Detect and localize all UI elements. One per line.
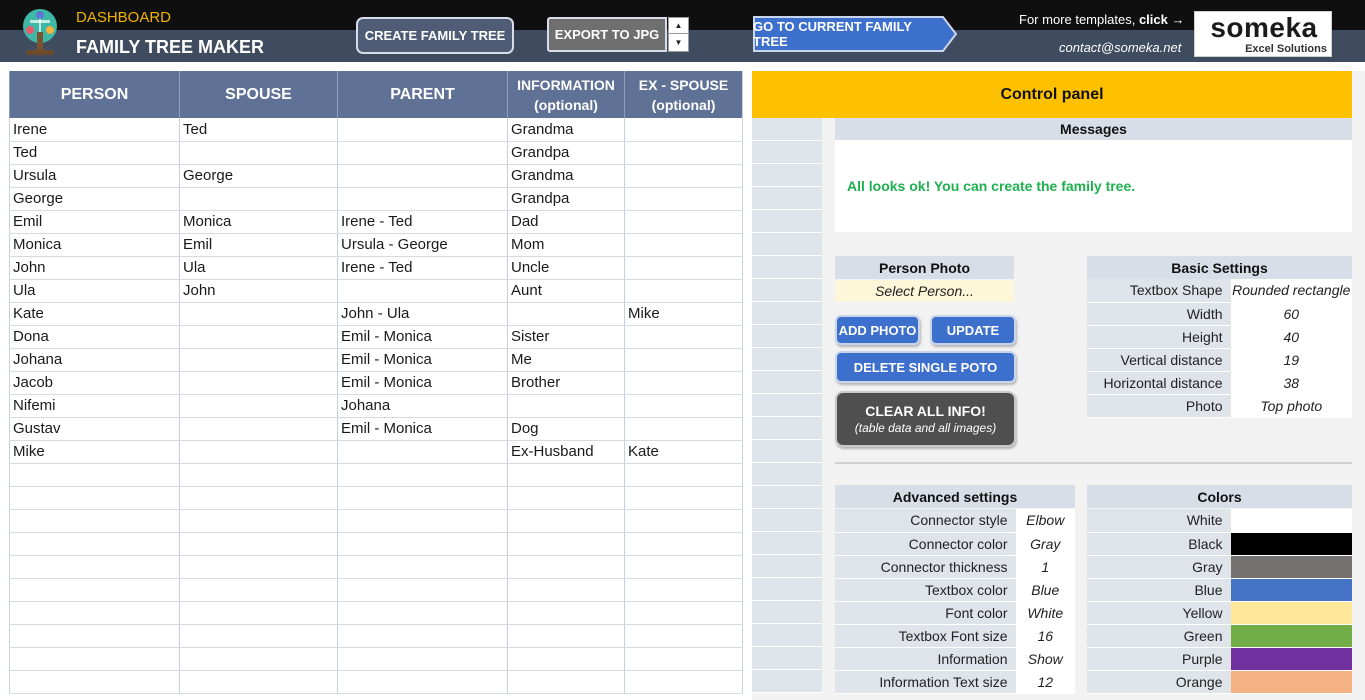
panel-row-guide (752, 440, 822, 463)
add-photo-button[interactable]: ADD PHOTO (835, 315, 920, 345)
table-row (10, 463, 743, 486)
setting-label: Connector thickness (835, 555, 1015, 578)
cell-ex-spouse[interactable] (625, 279, 743, 302)
cell-spouse[interactable]: Emil (180, 233, 338, 256)
cell-information[interactable] (508, 532, 625, 555)
cell-information[interactable]: Mom (508, 233, 625, 256)
cell-parent[interactable]: Emil - Monica (338, 371, 508, 394)
cell-spouse[interactable]: Monica (180, 210, 338, 233)
cell-parent[interactable] (338, 279, 508, 302)
cell-person[interactable]: Johana (10, 348, 180, 371)
table-header-row (10, 71, 743, 118)
cell-information[interactable]: Grandma (508, 164, 625, 187)
cell-information[interactable] (508, 624, 625, 647)
setting-row (1087, 302, 1352, 325)
cell-parent[interactable] (338, 509, 508, 532)
delete-single-photo-button[interactable]: DELETE SINGLE POTO (835, 351, 1016, 383)
panel-row-guide (752, 578, 822, 601)
cell-parent[interactable] (338, 578, 508, 601)
col-parent (338, 71, 508, 118)
table-row (10, 509, 743, 532)
setting-value[interactable]: 40 (1230, 325, 1352, 348)
setting-value[interactable]: Gray (1015, 532, 1075, 555)
cell-person[interactable] (10, 601, 180, 624)
setting-row (1087, 532, 1352, 555)
panel-row-guide (752, 394, 822, 417)
setting-label: Green (1087, 624, 1230, 647)
setting-value[interactable]: 12 (1015, 670, 1075, 693)
advanced-settings-header: Advanced settings (835, 485, 1075, 508)
color-swatch[interactable] (1230, 647, 1352, 670)
cell-person[interactable]: Ula (10, 279, 180, 302)
table-row (10, 256, 743, 279)
table-row (10, 486, 743, 509)
setting-row (1087, 348, 1352, 371)
cell-parent[interactable]: Johana (338, 394, 508, 417)
cell-ex-spouse[interactable] (625, 371, 743, 394)
cell-parent[interactable] (338, 486, 508, 509)
table-row (10, 394, 743, 417)
col-spouse (180, 71, 338, 118)
setting-label: Textbox Font size (835, 624, 1015, 647)
table-row (10, 440, 743, 463)
setting-row (835, 555, 1075, 578)
update-button[interactable]: UPDATE (930, 315, 1016, 345)
col-person-label: PERSON (60, 85, 129, 103)
cell-spouse[interactable] (180, 348, 338, 371)
panel-row-guide (752, 141, 822, 164)
cell-person[interactable]: Dona (10, 325, 180, 348)
setting-label: Purple (1087, 647, 1230, 670)
setting-label: Orange (1087, 670, 1230, 693)
cell-parent[interactable] (338, 555, 508, 578)
clear-all-label: CLEAR ALL INFO! (865, 403, 986, 419)
cell-parent[interactable]: John - Ula (338, 302, 508, 325)
setting-value[interactable]: 16 (1015, 624, 1075, 647)
cell-person[interactable]: Gustav (10, 417, 180, 440)
clear-all-sublabel: (table data and all images) (854, 421, 997, 435)
cell-parent[interactable] (338, 670, 508, 693)
table-row (10, 302, 743, 325)
col-parent-label: PARENT (390, 85, 455, 103)
control-panel-title: Control panel (752, 71, 1352, 118)
panel-row-guide (752, 463, 822, 486)
cell-ex-spouse[interactable] (625, 601, 743, 624)
color-swatch[interactable] (1230, 601, 1352, 624)
setting-label: Yellow (1087, 601, 1230, 624)
cell-spouse[interactable] (180, 325, 338, 348)
table-row (10, 233, 743, 256)
cell-person[interactable] (10, 624, 180, 647)
panel-row-guide (752, 555, 822, 578)
cell-spouse[interactable] (180, 394, 338, 417)
cell-information[interactable] (508, 394, 625, 417)
setting-row (1087, 555, 1352, 578)
cell-parent[interactable] (338, 187, 508, 210)
setting-label: Horizontal distance (1087, 371, 1230, 394)
cell-ex-spouse[interactable]: Kate (625, 440, 743, 463)
cell-spouse[interactable] (180, 670, 338, 693)
setting-row (1087, 279, 1352, 302)
family-data-table (9, 71, 743, 694)
setting-label: Font color (835, 601, 1015, 624)
cell-person[interactable] (10, 509, 180, 532)
col-information (508, 71, 625, 118)
breadcrumb[interactable]: DASHBOARD (76, 9, 172, 26)
setting-label: Textbox color (835, 578, 1015, 601)
cell-person[interactable]: Emil (10, 210, 180, 233)
cell-ex-spouse[interactable] (625, 624, 743, 647)
setting-label: Gray (1087, 555, 1230, 578)
setting-row (1087, 394, 1352, 417)
panel-row-guide (752, 187, 822, 210)
page-title: FAMILY TREE MAKER (76, 37, 265, 57)
cell-ex-spouse[interactable] (625, 555, 743, 578)
basic-settings-table (1087, 279, 1352, 418)
cell-information[interactable]: Dog (508, 417, 625, 440)
setting-label: Black (1087, 532, 1230, 555)
cell-spouse[interactable] (180, 532, 338, 555)
family-tree-logo-icon (18, 8, 62, 58)
cell-information[interactable]: Grandpa (508, 187, 625, 210)
cell-person[interactable] (10, 670, 180, 693)
cell-ex-spouse[interactable] (625, 325, 743, 348)
cell-spouse[interactable] (180, 555, 338, 578)
panel-row-guide (752, 210, 822, 233)
setting-row (1087, 601, 1352, 624)
cell-ex-spouse[interactable] (625, 141, 743, 164)
setting-label: Photo (1087, 394, 1230, 417)
panel-row-guide (752, 118, 822, 141)
cell-spouse[interactable] (180, 509, 338, 532)
cell-ex-spouse[interactable] (625, 256, 743, 279)
setting-row (835, 532, 1075, 555)
create-family-tree-button[interactable]: CREATE FAMILY TREE (356, 17, 514, 54)
colors-table (1087, 509, 1352, 694)
cell-ex-spouse[interactable] (625, 210, 743, 233)
cell-ex-spouse[interactable] (625, 394, 743, 417)
cell-parent[interactable]: Emil - Monica (338, 348, 508, 371)
panel-row-guide (752, 371, 822, 394)
cell-spouse[interactable] (180, 601, 338, 624)
setting-value[interactable]: 60 (1230, 302, 1352, 325)
colors-header: Colors (1087, 485, 1352, 508)
setting-label: White (1087, 509, 1230, 532)
table-row (10, 670, 743, 693)
cell-person[interactable]: Ted (10, 141, 180, 164)
setting-row (835, 509, 1075, 532)
setting-row (1087, 578, 1352, 601)
setting-row (835, 647, 1075, 670)
panel-row-guide (752, 279, 822, 302)
cell-parent[interactable] (338, 141, 508, 164)
cell-ex-spouse[interactable]: Mike (625, 302, 743, 325)
panel-row-guide (752, 532, 822, 555)
select-person-dropdown[interactable]: Select Person... (835, 280, 1014, 302)
col-ex-spouse-sub: (optional) (651, 96, 716, 113)
panel-row-guide (752, 164, 822, 187)
cell-parent[interactable] (338, 463, 508, 486)
more-templates-text: For more templates, (1019, 12, 1139, 27)
cell-person[interactable]: Nifemi (10, 394, 180, 417)
table-row (10, 210, 743, 233)
col-ex-spouse-label: EX - SPOUSE (638, 76, 729, 93)
cell-information[interactable]: Aunt (508, 279, 625, 302)
cell-information[interactable]: Dad (508, 210, 625, 233)
col-information-sub: (optional) (534, 96, 598, 113)
cell-ex-spouse[interactable] (625, 509, 743, 532)
cell-parent[interactable] (338, 118, 508, 141)
setting-value[interactable]: 38 (1230, 371, 1352, 394)
color-swatch[interactable] (1230, 578, 1352, 601)
cell-spouse[interactable] (180, 187, 338, 210)
cell-person[interactable]: Kate (10, 302, 180, 325)
table-row (10, 647, 743, 670)
color-swatch[interactable] (1230, 555, 1352, 578)
cell-information[interactable] (508, 463, 625, 486)
cell-person[interactable]: George (10, 187, 180, 210)
setting-row (1087, 670, 1352, 693)
cell-ex-spouse[interactable] (625, 486, 743, 509)
cell-spouse[interactable] (180, 624, 338, 647)
cell-spouse[interactable]: Ula (180, 256, 338, 279)
cell-ex-spouse[interactable] (625, 578, 743, 601)
table-row (10, 164, 743, 187)
panel-row-guide (752, 233, 822, 256)
cell-information[interactable] (508, 601, 625, 624)
cell-spouse[interactable] (180, 463, 338, 486)
table-row (10, 371, 743, 394)
cell-spouse[interactable] (180, 302, 338, 325)
cell-parent[interactable] (338, 624, 508, 647)
export-to-jpg-button[interactable]: EXPORT TO JPG (547, 17, 667, 52)
cell-person[interactable]: Irene (10, 118, 180, 141)
setting-label: Information Text size (835, 670, 1015, 693)
more-templates-link[interactable] (1019, 12, 1184, 27)
table-row (10, 555, 743, 578)
cell-spouse[interactable] (180, 440, 338, 463)
cell-parent[interactable] (338, 164, 508, 187)
cell-spouse[interactable] (180, 141, 338, 164)
click-link[interactable]: click → (1138, 12, 1185, 27)
setting-row (1087, 509, 1352, 532)
cell-parent[interactable] (338, 532, 508, 555)
cell-spouse[interactable] (180, 486, 338, 509)
cell-person[interactable]: Mike (10, 440, 180, 463)
panel-row-guide (752, 647, 822, 670)
col-information-label: INFORMATION (517, 76, 615, 93)
table-row (10, 417, 743, 440)
cell-ex-spouse[interactable] (625, 164, 743, 187)
status-message: All looks ok! You can create the family tree. (847, 178, 1136, 194)
cell-person[interactable]: Ursula (10, 164, 180, 187)
panel-row-guide (752, 670, 822, 693)
setting-label: Blue (1087, 578, 1230, 601)
table-row (10, 532, 743, 555)
setting-value[interactable]: 19 (1230, 348, 1352, 371)
color-swatch[interactable] (1230, 624, 1352, 647)
setting-label: Width (1087, 302, 1230, 325)
cell-parent[interactable]: Emil - Monica (338, 417, 508, 440)
cell-spouse[interactable]: John (180, 279, 338, 302)
cell-parent[interactable] (338, 440, 508, 463)
cell-ex-spouse[interactable] (625, 463, 743, 486)
setting-row (1087, 647, 1352, 670)
setting-row (835, 601, 1075, 624)
person-photo-header: Person Photo (835, 256, 1014, 279)
setting-row (835, 670, 1075, 693)
basic-settings-header: Basic Settings (1087, 256, 1352, 279)
cell-ex-spouse[interactable] (625, 417, 743, 440)
table-row (10, 601, 743, 624)
cell-person[interactable] (10, 486, 180, 509)
panel-row-guide (752, 509, 822, 532)
cell-information[interactable] (508, 509, 625, 532)
cell-parent[interactable]: Emil - Monica (338, 325, 508, 348)
cell-spouse[interactable]: Ted (180, 118, 338, 141)
cell-information[interactable]: Ex-Husband (508, 440, 625, 463)
cell-person[interactable] (10, 532, 180, 555)
cell-person[interactable] (10, 463, 180, 486)
cell-ex-spouse[interactable] (625, 647, 743, 670)
advanced-settings-table (835, 509, 1075, 694)
cell-ex-spouse[interactable] (625, 348, 743, 371)
table-row (10, 578, 743, 601)
cell-information[interactable] (508, 302, 625, 325)
table-row (10, 279, 743, 302)
panel-row-guide (752, 417, 822, 440)
panel-row-guide (752, 624, 822, 647)
panel-row-guide (752, 486, 822, 509)
setting-label: Textbox Shape (1087, 279, 1230, 302)
setting-label: Information (835, 647, 1015, 670)
setting-label: Vertical distance (1087, 348, 1230, 371)
cell-ex-spouse[interactable] (625, 187, 743, 210)
panel-row-guide (752, 256, 822, 279)
color-swatch[interactable] (1230, 509, 1352, 532)
cell-person[interactable] (10, 578, 180, 601)
setting-row (835, 578, 1075, 601)
setting-row (1087, 624, 1352, 647)
col-spouse-label: SPOUSE (225, 85, 292, 103)
section-divider (835, 462, 1352, 464)
cell-ex-spouse[interactable] (625, 670, 743, 693)
cell-information[interactable]: Me (508, 348, 625, 371)
cell-information[interactable] (508, 670, 625, 693)
color-swatch[interactable] (1230, 532, 1352, 555)
table-row (10, 141, 743, 164)
messages-header: Messages (835, 118, 1352, 140)
brand-logo[interactable] (1194, 11, 1332, 57)
messages-box (835, 140, 1352, 232)
setting-row (835, 624, 1075, 647)
cell-information[interactable]: Sister (508, 325, 625, 348)
setting-label: Connector color (835, 532, 1015, 555)
export-spinner[interactable] (668, 17, 689, 52)
cell-spouse[interactable] (180, 578, 338, 601)
cell-information[interactable] (508, 555, 625, 578)
cell-information[interactable] (508, 486, 625, 509)
setting-row (1087, 371, 1352, 394)
contact-email[interactable]: contact@someka.net (1059, 40, 1182, 55)
spin-down-icon[interactable]: ▼ (674, 37, 683, 47)
panel-row-guide (752, 325, 822, 348)
brand-name: someka (1210, 12, 1318, 43)
cell-spouse[interactable] (180, 647, 338, 670)
brand-subtitle: Excel Solutions (1245, 43, 1327, 55)
cell-information[interactable] (508, 578, 625, 601)
cell-person[interactable]: John (10, 256, 180, 279)
setting-label: Connector style (835, 509, 1015, 532)
setting-value[interactable]: Rounded rectangle (1230, 279, 1352, 302)
spin-up-icon[interactable]: ▲ (669, 18, 688, 34)
setting-label: Height (1087, 325, 1230, 348)
app-header (0, 0, 1365, 62)
setting-row (1087, 325, 1352, 348)
cell-information[interactable]: Uncle (508, 256, 625, 279)
cell-person[interactable]: Jacob (10, 371, 180, 394)
setting-value[interactable]: Top photo (1230, 394, 1352, 417)
color-swatch[interactable] (1230, 670, 1352, 693)
panel-row-guide (752, 348, 822, 371)
cell-parent[interactable]: Ursula - George (338, 233, 508, 256)
cell-person[interactable] (10, 647, 180, 670)
cell-information[interactable]: Brother (508, 371, 625, 394)
table-row (10, 624, 743, 647)
panel-row-guides (752, 118, 822, 700)
cell-parent[interactable] (338, 647, 508, 670)
col-person (10, 71, 180, 118)
cell-ex-spouse[interactable] (625, 233, 743, 256)
col-ex-spouse (625, 71, 743, 118)
cell-ex-spouse[interactable] (625, 532, 743, 555)
table-row (10, 118, 743, 141)
go-to-label: GO TO CURRENT FAMILY TREE (753, 19, 912, 49)
go-to-current-family-tree-button[interactable] (753, 16, 957, 52)
cell-parent[interactable] (338, 601, 508, 624)
setting-value[interactable]: Show (1015, 647, 1075, 670)
cell-spouse[interactable] (180, 371, 338, 394)
cell-ex-spouse[interactable] (625, 118, 743, 141)
cell-spouse[interactable]: George (180, 164, 338, 187)
table-row (10, 348, 743, 371)
clear-all-info-button[interactable] (835, 391, 1016, 447)
cell-information[interactable]: Grandpa (508, 141, 625, 164)
cell-parent[interactable]: Irene - Ted (338, 256, 508, 279)
panel-row-guide (752, 302, 822, 325)
table-row (10, 325, 743, 348)
cell-parent[interactable]: Irene - Ted (338, 210, 508, 233)
cell-information[interactable] (508, 647, 625, 670)
setting-value[interactable]: Blue (1015, 578, 1075, 601)
table-row (10, 187, 743, 210)
cell-person[interactable] (10, 555, 180, 578)
cell-spouse[interactable] (180, 417, 338, 440)
cell-information[interactable]: Grandma (508, 118, 625, 141)
panel-row-guide (752, 601, 822, 624)
cell-person[interactable]: Monica (10, 233, 180, 256)
setting-value[interactable]: White (1015, 601, 1075, 624)
setting-value[interactable]: Elbow (1015, 509, 1075, 532)
setting-value[interactable]: 1 (1015, 555, 1075, 578)
